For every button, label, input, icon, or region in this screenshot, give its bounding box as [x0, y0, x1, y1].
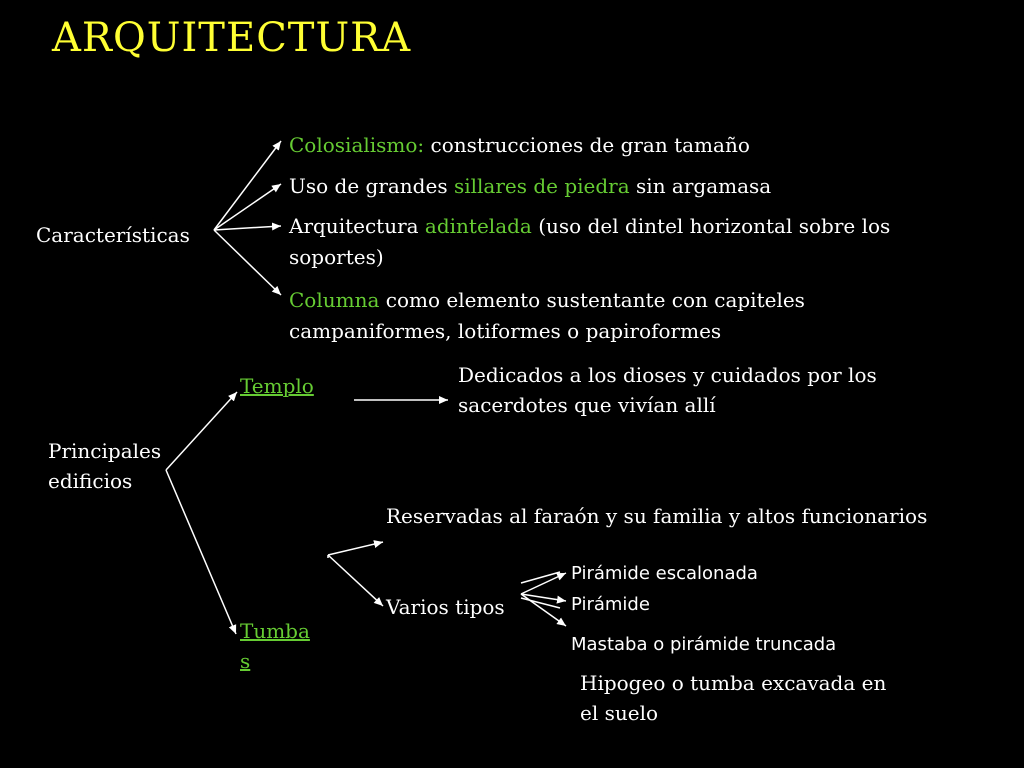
- page-title: ARQUITECTURA: [52, 15, 412, 61]
- reservadas-text: Reservadas al faraón y su familia y altos funcionarios: [386, 504, 928, 528]
- text-sillares-after: sin argamasa: [629, 174, 772, 198]
- accent-colosalismo: Colosialismo:: [289, 133, 425, 157]
- item-colosalismo: [289, 130, 750, 160]
- arrow-columna: [214, 230, 281, 295]
- link-tumbas-line2[interactable]: s: [240, 649, 251, 673]
- arrow-adintelada: [214, 226, 281, 230]
- tipo-mastaba: Mastaba o pirámide truncada: [571, 634, 837, 655]
- accent-adintelada: adintelada: [424, 214, 532, 238]
- item-adintelada: [289, 211, 890, 241]
- link-templo[interactable]: Templo: [240, 374, 314, 398]
- templo-desc-line2: sacerdotes que vivían allí: [458, 393, 716, 417]
- text-sillares-before: Uso de grandes: [289, 174, 454, 198]
- arrow-templo: [166, 392, 237, 470]
- line-escalonada-base: [521, 572, 560, 583]
- text-adintelada-after: (uso del dintel horizontal sobre los: [531, 214, 891, 238]
- varios-tipos-label: Varios tipos: [386, 595, 505, 619]
- text-columna-after: como elemento sustentante con capiteles: [379, 288, 805, 312]
- accent-sillares: sillares de piedra: [453, 174, 630, 198]
- arrow-mastaba: [521, 594, 566, 626]
- arrow-reservadas: [328, 542, 383, 555]
- link-tumbas-line1[interactable]: Tumba: [240, 619, 310, 643]
- hipogeo-line1: Hipogeo o tumba excavada en: [580, 671, 887, 695]
- item-sillares: [289, 171, 771, 201]
- arrow-colosalismo: [214, 141, 281, 230]
- text-colosalismo: construcciones de gran tamaño: [424, 133, 750, 157]
- edificios-label-line2: edificios: [48, 469, 133, 493]
- tipo-piramide: Pirámide: [571, 594, 650, 615]
- item-adintelada-line2: soportes): [289, 245, 384, 269]
- text-adintelada-before: Arquitectura: [289, 214, 425, 238]
- item-columna-line2: campaniformes, lotiformes o papiroformes: [289, 319, 722, 343]
- tipo-piramide-escalonada: Pirámide escalonada: [571, 563, 758, 584]
- item-columna: [289, 285, 805, 315]
- arrow-sillares: [214, 184, 281, 230]
- arrow-varios: [328, 555, 383, 606]
- accent-columna: Columna: [289, 288, 380, 312]
- caracteristicas-label: Características: [36, 223, 190, 247]
- edificios-label-line1: Principales: [48, 439, 162, 463]
- arrow-tumbas: [166, 470, 236, 634]
- templo-desc-line1: Dedicados a los dioses y cuidados por los: [458, 363, 877, 387]
- hipogeo-line2: el suelo: [580, 701, 659, 725]
